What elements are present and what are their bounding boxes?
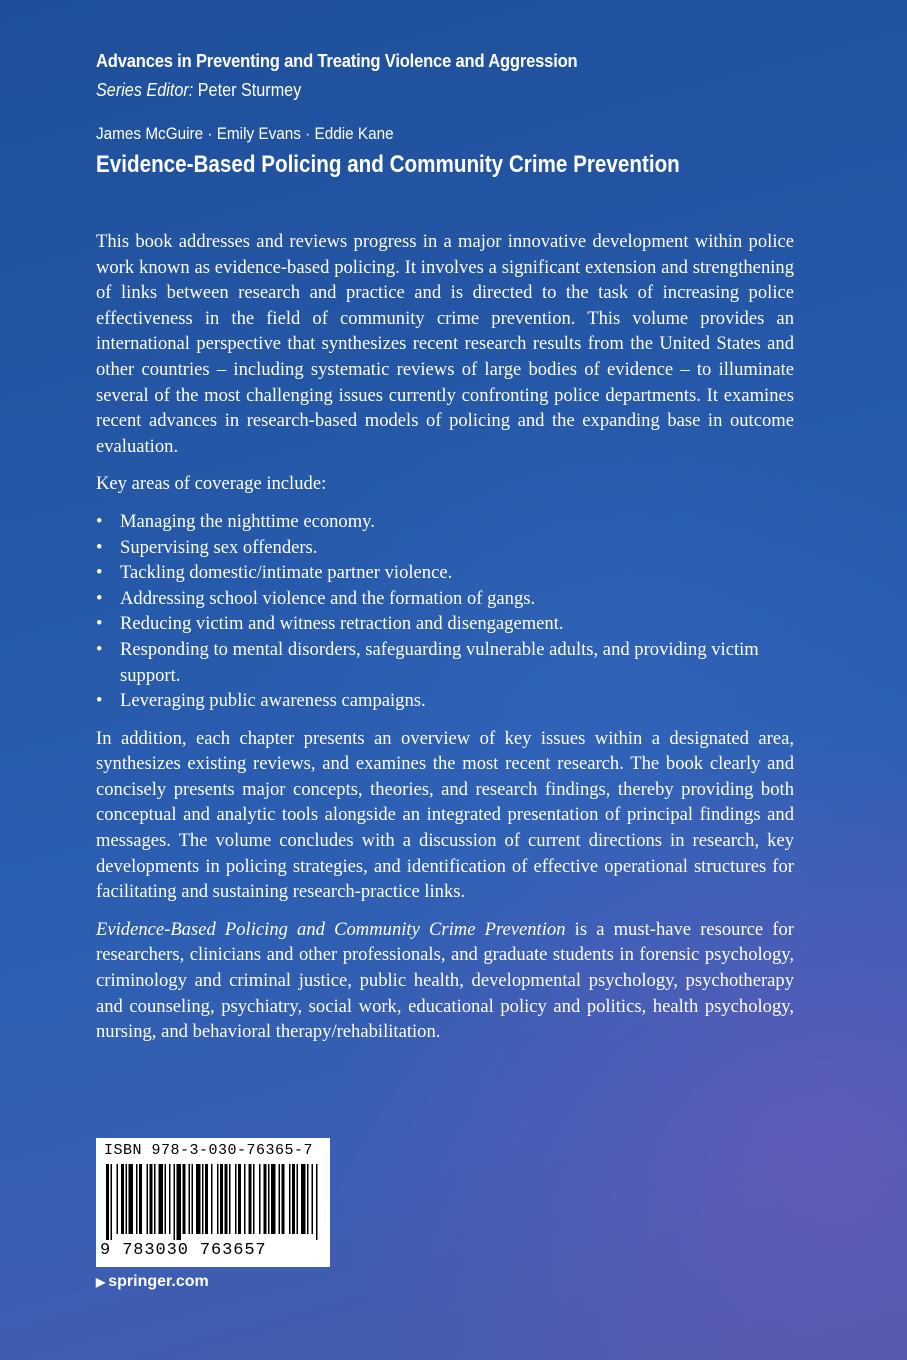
- key-areas-intro: Key areas of coverage include:: [96, 473, 327, 495]
- key-area-item: • Tackling domestic/intimate partner violence.: [96, 560, 794, 586]
- isbn-barcode-box: [96, 1138, 330, 1267]
- key-area-item: • Addressing school violence and the formation of gangs.: [96, 586, 794, 612]
- key-areas-list: [96, 509, 794, 714]
- book-description: [96, 229, 794, 1057]
- barcode-icon: [104, 1164, 322, 1240]
- book-authors: James McGuire · Emily Evans · Eddie Kane: [96, 124, 394, 143]
- arrow-right-icon: ▶: [96, 1275, 106, 1289]
- publisher-link[interactable]: [96, 1273, 209, 1291]
- series-title: Advances in Preventing and Treating Violence and Aggression: [96, 51, 578, 71]
- series-editor: [96, 80, 301, 101]
- description-paragraph-2: In addition, each chapter presents an overview of key issues within a designated area, synthesizes existing reviews, and examines the most recent research. The book clearly and concisely presents major concepts, theories, and research findings, thereby providing both conceptual and analytic tools alongside an integrated presentation of principal findings and messages. The volume concludes with a discussion of current directions in research, key developments in policing strategies, and identification of effective operational structures for facilitating and sustaining research-practice links.: [96, 727, 794, 903]
- book-title: Evidence-Based Policing and Community Crime Prevention: [96, 151, 680, 178]
- key-area-item: • Reducing victim and witness retraction and disengagement.: [96, 611, 794, 637]
- description-paragraph-3: [96, 917, 794, 1045]
- series-editor-name: Peter Sturmey: [197, 80, 302, 100]
- description-paragraph-1: This book addresses and reviews progress in a major innovative development within police work known as evidence-based policing. It involves a significant extension and strengthening of links between research and practice and is directed to the task of increasing police effectiveness in the field of community crime prevention. This volume provides an international perspective that synthesizes recent research results from the United States and other countries – including systematic reviews of large bodies of evidence – to illuminate several of the most challenging issues currently confronting police departments. It examines recent advances in research-based models of policing and the expanding base in outcome evaluation.: [96, 231, 794, 457]
- isbn-label: ISBN 978-3-030-76365-7: [104, 1142, 314, 1159]
- isbn-digits: 9 783030 763657: [100, 1241, 267, 1260]
- series-editor-label: Series Editor:: [96, 80, 194, 100]
- key-area-item: • Leveraging public awareness campaigns.: [96, 688, 794, 714]
- paragraph-3-book-title: Evidence-Based Policing and Community Crime Prevention: [96, 918, 566, 940]
- publisher-url: springer.com: [108, 1273, 209, 1290]
- key-area-item: • Supervising sex offenders.: [96, 535, 794, 561]
- key-area-item: • Managing the nighttime economy.: [96, 509, 794, 535]
- paragraph-3-text: is a must-have resource for researchers, clinicians and other professionals, and graduate students in forensic psychology, criminology and criminal justice, public health, developmental psychology, psychotherapy and counseling, psychiatry, social work, educational policy and politics, health psychology, nursing, and behavioral therapy/rehabilitation.: [96, 918, 794, 1043]
- key-area-item: • Responding to mental disorders, safeguarding vulnerable adults, and providing victim support.: [96, 637, 794, 688]
